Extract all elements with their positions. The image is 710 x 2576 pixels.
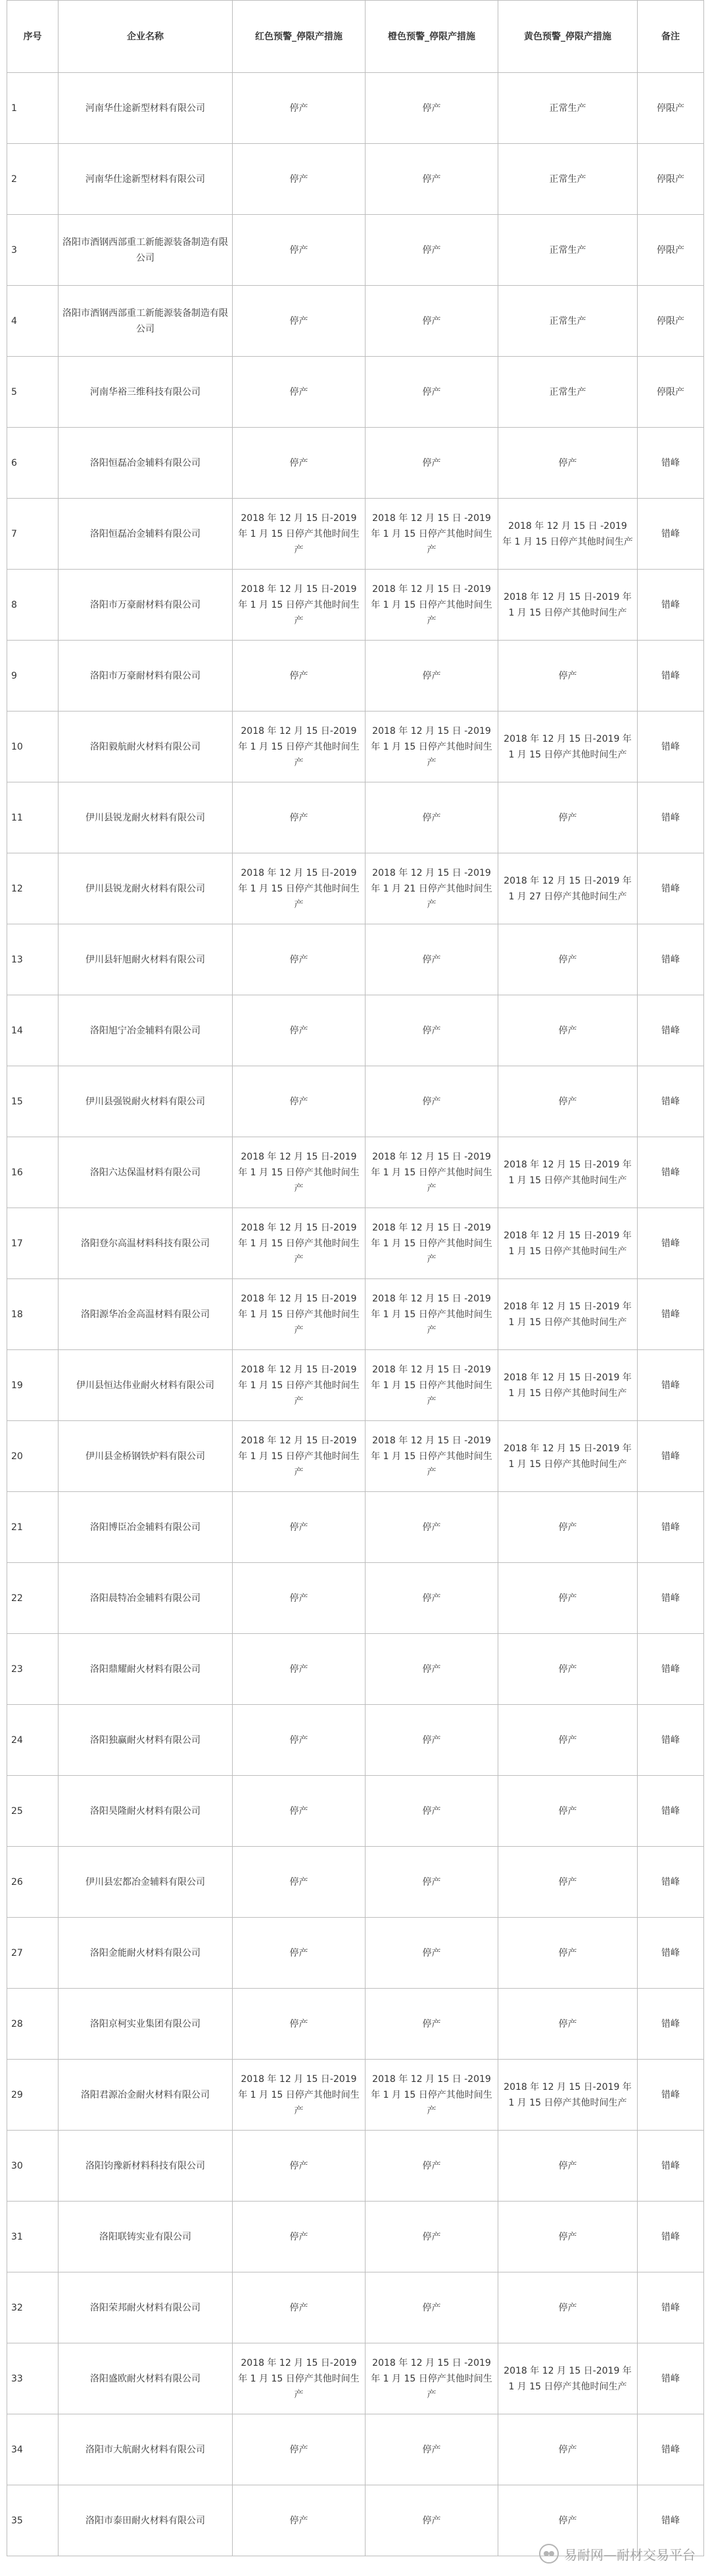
cell-red-alert: 停产: [233, 2485, 366, 2556]
table-row: [7, 2202, 704, 2272]
cell-yellow-alert: 2018 年 12 月 15 日-2019 年 1 月 15 日停产其他时间生产: [498, 712, 638, 782]
cell-orange-alert: 停产: [366, 1634, 498, 1705]
cell-no: 27: [7, 1918, 59, 1989]
cell-red-alert: 停产: [233, 428, 366, 499]
header-red-alert: 红色预警_停限产措施: [233, 1, 366, 73]
cell-orange-alert: 2018 年 12 月 15 日 -2019 年 1 月 15 日停产其他时间生产: [366, 2343, 498, 2414]
cell-no: 33: [7, 2343, 59, 2414]
cell-orange-alert: 停产: [366, 215, 498, 286]
cell-company: 洛阳恒磊冶金辅料有限公司: [59, 499, 233, 570]
cell-no: 26: [7, 1847, 59, 1918]
cell-red-alert: 停产: [233, 641, 366, 712]
table-row: [7, 1847, 704, 1918]
cell-note: 停限产: [638, 144, 704, 215]
cell-orange-alert: 2018 年 12 月 15 日 -2019 年 1 月 15 日停产其他时间生产: [366, 499, 498, 570]
cell-no: 22: [7, 1563, 59, 1634]
cell-red-alert: 停产: [233, 1634, 366, 1705]
cell-orange-alert: 2018 年 12 月 15 日 -2019 年 1 月 15 日停产其他时间生产: [366, 1279, 498, 1350]
cell-red-alert: 停产: [233, 924, 366, 995]
cell-yellow-alert: 停产: [498, 782, 638, 853]
cell-orange-alert: 停产: [366, 2202, 498, 2272]
cell-note: 停限产: [638, 286, 704, 357]
cell-orange-alert: 停产: [366, 1847, 498, 1918]
cell-red-alert: 2018 年 12 月 15 日-2019 年 1 月 15 日停产其他时间生产: [233, 1137, 366, 1208]
table-row: [7, 73, 704, 144]
cell-note: 错峰: [638, 1279, 704, 1350]
table-row: [7, 570, 704, 641]
cell-company: 河南华仕途新型材料有限公司: [59, 73, 233, 144]
cell-yellow-alert: 2018 年 12 月 15 日-2019 年 1 月 27 日停产其他时间生产: [498, 853, 638, 924]
cell-red-alert: 停产: [233, 215, 366, 286]
cell-red-alert: 停产: [233, 1066, 366, 1137]
cell-red-alert: 停产: [233, 1705, 366, 1776]
table-row: [7, 2131, 704, 2202]
cell-no: 1: [7, 73, 59, 144]
table-row: [7, 995, 704, 1066]
cell-red-alert: 停产: [233, 1776, 366, 1847]
cell-note: 错峰: [638, 1421, 704, 1492]
cell-orange-alert: 停产: [366, 144, 498, 215]
cell-red-alert: 2018 年 12 月 15 日-2019 年 1 月 15 日停产其他时间生产: [233, 1421, 366, 1492]
cell-no: 11: [7, 782, 59, 853]
cell-red-alert: 停产: [233, 995, 366, 1066]
table-row: [7, 2414, 704, 2485]
table-row: [7, 1350, 704, 1421]
cell-note: 错峰: [638, 853, 704, 924]
cell-yellow-alert: 2018 年 12 月 15 日-2019 年 1 月 15 日停产其他时间生产: [498, 1350, 638, 1421]
cell-company: 洛阳毅航耐火材料有限公司: [59, 712, 233, 782]
cell-company: 洛阳钧豫新材料科技有限公司: [59, 2131, 233, 2202]
header-orange-alert: 橙色预警_停限产措施: [366, 1, 498, 73]
cell-yellow-alert: 停产: [498, 1989, 638, 2060]
cell-company: 河南华仕途新型材料有限公司: [59, 144, 233, 215]
cell-company: 洛阳金能耐火材料有限公司: [59, 1918, 233, 1989]
cell-no: 19: [7, 1350, 59, 1421]
cell-yellow-alert: 停产: [498, 1066, 638, 1137]
cell-note: 停限产: [638, 73, 704, 144]
cell-no: 15: [7, 1066, 59, 1137]
header-company: 企业名称: [59, 1, 233, 73]
cell-yellow-alert: 停产: [498, 2272, 638, 2343]
cell-company: 洛阳市大航耐火材料有限公司: [59, 2414, 233, 2485]
cell-no: 29: [7, 2060, 59, 2131]
cell-yellow-alert: 正常生产: [498, 286, 638, 357]
table-row: [7, 1421, 704, 1492]
cell-red-alert: 停产: [233, 144, 366, 215]
cell-orange-alert: 停产: [366, 1776, 498, 1847]
cell-red-alert: 2018 年 12 月 15 日-2019 年 1 月 15 日停产其他时间生产: [233, 570, 366, 641]
cell-no: 5: [7, 357, 59, 428]
cell-yellow-alert: 停产: [498, 641, 638, 712]
table-row: [7, 499, 704, 570]
cell-note: 错峰: [638, 2485, 704, 2556]
cell-company: 洛阳昊隆耐火材料有限公司: [59, 1776, 233, 1847]
cell-red-alert: 停产: [233, 1563, 366, 1634]
cell-yellow-alert: 正常生产: [498, 144, 638, 215]
cell-note: 错峰: [638, 995, 704, 1066]
cell-company: 洛阳市酒钢西部重工新能源装备制造有限公司: [59, 286, 233, 357]
cell-yellow-alert: 停产: [498, 1705, 638, 1776]
cell-no: 32: [7, 2272, 59, 2343]
cell-note: 错峰: [638, 1847, 704, 1918]
cell-orange-alert: 2018 年 12 月 15 日 -2019 年 1 月 15 日停产其他时间生产: [366, 1208, 498, 1279]
cell-yellow-alert: 停产: [498, 1776, 638, 1847]
cell-orange-alert: 2018 年 12 月 15 日 -2019 年 1 月 21 日停产其他时间生产: [366, 853, 498, 924]
cell-no: 14: [7, 995, 59, 1066]
table-body: [7, 73, 704, 2556]
cell-orange-alert: 2018 年 12 月 15 日 -2019 年 1 月 15 日停产其他时间生产: [366, 570, 498, 641]
table-row: [7, 1705, 704, 1776]
cell-orange-alert: 停产: [366, 73, 498, 144]
cell-note: 错峰: [638, 1066, 704, 1137]
cell-orange-alert: 停产: [366, 1066, 498, 1137]
cell-company: 洛阳恒磊冶金辅料有限公司: [59, 428, 233, 499]
cell-company: 洛阳联铸实业有限公司: [59, 2202, 233, 2272]
cell-no: 24: [7, 1705, 59, 1776]
cell-no: 4: [7, 286, 59, 357]
cell-orange-alert: 停产: [366, 1563, 498, 1634]
cell-company: 洛阳旭宁冶金辅料有限公司: [59, 995, 233, 1066]
cell-yellow-alert: 停产: [498, 995, 638, 1066]
cell-company: 洛阳独赢耐火材料有限公司: [59, 1705, 233, 1776]
table-row: [7, 2060, 704, 2131]
cell-orange-alert: 停产: [366, 357, 498, 428]
cell-red-alert: 停产: [233, 1847, 366, 1918]
table-row: [7, 215, 704, 286]
cell-company: 洛阳六达保温材料有限公司: [59, 1137, 233, 1208]
cell-yellow-alert: 2018 年 12 月 15 日-2019 年 1 月 15 日停产其他时间生产: [498, 1137, 638, 1208]
table-row: [7, 1208, 704, 1279]
cell-company: 伊川县锐龙耐火材料有限公司: [59, 853, 233, 924]
cell-orange-alert: 停产: [366, 2131, 498, 2202]
cell-orange-alert: 停产: [366, 1989, 498, 2060]
table-row: [7, 144, 704, 215]
cell-yellow-alert: 2018 年 12 月 15 日 -2019 年 1 月 15 日停产其他时间生产: [498, 499, 638, 570]
cell-yellow-alert: 2018 年 12 月 15 日-2019 年 1 月 15 日停产其他时间生产: [498, 1279, 638, 1350]
cell-yellow-alert: 停产: [498, 1918, 638, 1989]
header-no: 序号: [7, 1, 59, 73]
cell-no: 34: [7, 2414, 59, 2485]
cell-no: 30: [7, 2131, 59, 2202]
cell-red-alert: 停产: [233, 2131, 366, 2202]
cell-yellow-alert: 停产: [498, 2485, 638, 2556]
cell-red-alert: 2018 年 12 月 15 日-2019 年 1 月 15 日停产其他时间生产: [233, 1350, 366, 1421]
cell-note: 错峰: [638, 2131, 704, 2202]
table-row: [7, 286, 704, 357]
cell-red-alert: 停产: [233, 1989, 366, 2060]
cell-red-alert: 2018 年 12 月 15 日-2019 年 1 月 15 日停产其他时间生产: [233, 499, 366, 570]
cell-no: 16: [7, 1137, 59, 1208]
cell-red-alert: 停产: [233, 782, 366, 853]
cell-note: 错峰: [638, 1137, 704, 1208]
table-row: [7, 1634, 704, 1705]
table-row: [7, 924, 704, 995]
table-row: [7, 1279, 704, 1350]
cell-red-alert: 停产: [233, 2272, 366, 2343]
cell-note: 错峰: [638, 2060, 704, 2131]
cell-no: 23: [7, 1634, 59, 1705]
cell-no: 35: [7, 2485, 59, 2556]
cell-note: 错峰: [638, 924, 704, 995]
cell-yellow-alert: 停产: [498, 924, 638, 995]
cell-red-alert: 停产: [233, 357, 366, 428]
cell-red-alert: 2018 年 12 月 15 日-2019 年 1 月 15 日停产其他时间生产: [233, 2343, 366, 2414]
cell-no: 31: [7, 2202, 59, 2272]
cell-no: 7: [7, 499, 59, 570]
cell-note: 错峰: [638, 499, 704, 570]
cell-company: 洛阳京柯实业集团有限公司: [59, 1989, 233, 2060]
cell-orange-alert: 停产: [366, 2485, 498, 2556]
cell-note: 错峰: [638, 2343, 704, 2414]
cell-yellow-alert: 停产: [498, 1492, 638, 1563]
cell-note: 错峰: [638, 641, 704, 712]
cell-company: 伊川县宏都冶金辅料有限公司: [59, 1847, 233, 1918]
cell-note: 错峰: [638, 1705, 704, 1776]
cell-company: 洛阳君源冶金耐火材料有限公司: [59, 2060, 233, 2131]
cell-note: 错峰: [638, 1918, 704, 1989]
cell-orange-alert: 停产: [366, 641, 498, 712]
table-row: [7, 782, 704, 853]
cell-note: 停限产: [638, 357, 704, 428]
table-row: [7, 853, 704, 924]
cell-company: 洛阳博臣冶金辅料有限公司: [59, 1492, 233, 1563]
cell-yellow-alert: 停产: [498, 1563, 638, 1634]
cell-no: 3: [7, 215, 59, 286]
cell-note: 错峰: [638, 1634, 704, 1705]
cell-no: 10: [7, 712, 59, 782]
cell-yellow-alert: 停产: [498, 2202, 638, 2272]
cell-company: 洛阳登尔高温材料科技有限公司: [59, 1208, 233, 1279]
cell-company: 伊川县强锐耐火材料有限公司: [59, 1066, 233, 1137]
table-row: [7, 428, 704, 499]
header-yellow-alert: 黄色预警_停限产措施: [498, 1, 638, 73]
cell-company: 洛阳鼎耀耐火材料有限公司: [59, 1634, 233, 1705]
watermark-text: 易耐网—耐材交易平台: [564, 2546, 696, 2563]
cell-company: 洛阳晨特冶金辅料有限公司: [59, 1563, 233, 1634]
cell-red-alert: 停产: [233, 2414, 366, 2485]
cell-orange-alert: 2018 年 12 月 15 日 -2019 年 1 月 15 日停产其他时间生产: [366, 1350, 498, 1421]
cell-yellow-alert: 正常生产: [498, 73, 638, 144]
cell-yellow-alert: 2018 年 12 月 15 日-2019 年 1 月 15 日停产其他时间生产: [498, 570, 638, 641]
wechat-icon: [539, 2544, 559, 2564]
cell-company: 伊川县锐龙耐火材料有限公司: [59, 782, 233, 853]
cell-no: 9: [7, 641, 59, 712]
cell-no: 12: [7, 853, 59, 924]
cell-company: 伊川县恒达伟业耐火材料有限公司: [59, 1350, 233, 1421]
cell-yellow-alert: 2018 年 12 月 15 日-2019 年 1 月 15 日停产其他时间生产: [498, 1421, 638, 1492]
cell-no: 17: [7, 1208, 59, 1279]
cell-company: 洛阳市万豪耐材料有限公司: [59, 570, 233, 641]
table-row: [7, 1989, 704, 2060]
cell-note: 错峰: [638, 1989, 704, 2060]
cell-red-alert: 2018 年 12 月 15 日-2019 年 1 月 15 日停产其他时间生产: [233, 853, 366, 924]
table-row: [7, 1563, 704, 1634]
table-row: [7, 1492, 704, 1563]
cell-orange-alert: 停产: [366, 2414, 498, 2485]
cell-yellow-alert: 停产: [498, 2414, 638, 2485]
cell-company: 洛阳盛欧耐火材料有限公司: [59, 2343, 233, 2414]
cell-note: 错峰: [638, 1776, 704, 1847]
table-row: [7, 1776, 704, 1847]
cell-company: 洛阳市泰田耐火材料有限公司: [59, 2485, 233, 2556]
cell-company: 洛阳源华冶金高温材料有限公司: [59, 1279, 233, 1350]
cell-note: 错峰: [638, 2272, 704, 2343]
table-row: [7, 357, 704, 428]
watermark: [539, 2542, 696, 2565]
cell-orange-alert: 2018 年 12 月 15 日 -2019 年 1 月 15 日停产其他时间生产: [366, 712, 498, 782]
cell-orange-alert: 停产: [366, 2272, 498, 2343]
cell-orange-alert: 2018 年 12 月 15 日 -2019 年 1 月 15 日停产其他时间生产: [366, 2060, 498, 2131]
cell-no: 2: [7, 144, 59, 215]
cell-company: 伊川县金桥钢铁炉料有限公司: [59, 1421, 233, 1492]
cell-no: 28: [7, 1989, 59, 2060]
table-row: [7, 2343, 704, 2414]
cell-red-alert: 停产: [233, 286, 366, 357]
cell-orange-alert: 停产: [366, 1918, 498, 1989]
cell-company: 洛阳荣邦耐火材料有限公司: [59, 2272, 233, 2343]
table-row: [7, 1066, 704, 1137]
cell-note: 错峰: [638, 782, 704, 853]
cell-yellow-alert: 2018 年 12 月 15 日-2019 年 1 月 15 日停产其他时间生产: [498, 2060, 638, 2131]
cell-red-alert: 停产: [233, 73, 366, 144]
cell-no: 6: [7, 428, 59, 499]
cell-note: 错峰: [638, 570, 704, 641]
cell-company: 伊川县轩旭耐火材料有限公司: [59, 924, 233, 995]
cell-red-alert: 停产: [233, 1492, 366, 1563]
cell-orange-alert: 停产: [366, 995, 498, 1066]
table-row: [7, 2272, 704, 2343]
cell-no: 20: [7, 1421, 59, 1492]
cell-orange-alert: 2018 年 12 月 15 日 -2019 年 1 月 15 日停产其他时间生产: [366, 1421, 498, 1492]
cell-red-alert: 停产: [233, 2202, 366, 2272]
cell-no: 8: [7, 570, 59, 641]
cell-yellow-alert: 2018 年 12 月 15 日-2019 年 1 月 15 日停产其他时间生产: [498, 1208, 638, 1279]
cell-yellow-alert: 停产: [498, 1847, 638, 1918]
cell-red-alert: 2018 年 12 月 15 日-2019 年 1 月 15 日停产其他时间生产: [233, 1208, 366, 1279]
cell-orange-alert: 停产: [366, 924, 498, 995]
table-row: [7, 1137, 704, 1208]
cell-red-alert: 2018 年 12 月 15 日-2019 年 1 月 15 日停产其他时间生产: [233, 1279, 366, 1350]
cell-no: 25: [7, 1776, 59, 1847]
cell-yellow-alert: 停产: [498, 1634, 638, 1705]
cell-yellow-alert: 2018 年 12 月 15 日-2019 年 1 月 15 日停产其他时间生产: [498, 2343, 638, 2414]
cell-orange-alert: 停产: [366, 286, 498, 357]
cell-note: 错峰: [638, 428, 704, 499]
cell-no: 13: [7, 924, 59, 995]
production-restriction-table: [7, 0, 704, 2556]
cell-orange-alert: 2018 年 12 月 15 日 -2019 年 1 月 15 日停产其他时间生产: [366, 1137, 498, 1208]
cell-red-alert: 2018 年 12 月 15 日-2019 年 1 月 15 日停产其他时间生产: [233, 2060, 366, 2131]
cell-yellow-alert: 正常生产: [498, 357, 638, 428]
cell-note: 错峰: [638, 2202, 704, 2272]
cell-orange-alert: 停产: [366, 1492, 498, 1563]
cell-company: 河南华裕三维科技有限公司: [59, 357, 233, 428]
cell-company: 洛阳市万豪耐材料有限公司: [59, 641, 233, 712]
cell-no: 18: [7, 1279, 59, 1350]
cell-orange-alert: 停产: [366, 428, 498, 499]
table-header-row: [7, 1, 704, 73]
cell-orange-alert: 停产: [366, 1705, 498, 1776]
cell-note: 错峰: [638, 1208, 704, 1279]
cell-note: 错峰: [638, 1492, 704, 1563]
cell-note: 错峰: [638, 1563, 704, 1634]
header-note: 备注: [638, 1, 704, 73]
cell-red-alert: 2018 年 12 月 15 日-2019 年 1 月 15 日停产其他时间生产: [233, 712, 366, 782]
cell-red-alert: 停产: [233, 1918, 366, 1989]
cell-company: 洛阳市酒钢西部重工新能源装备制造有限公司: [59, 215, 233, 286]
cell-note: 错峰: [638, 2414, 704, 2485]
table-row: [7, 712, 704, 782]
table-row: [7, 641, 704, 712]
cell-orange-alert: 停产: [366, 782, 498, 853]
cell-yellow-alert: 正常生产: [498, 215, 638, 286]
cell-yellow-alert: 停产: [498, 428, 638, 499]
cell-note: 错峰: [638, 712, 704, 782]
cell-note: 错峰: [638, 1350, 704, 1421]
cell-note: 停限产: [638, 215, 704, 286]
cell-no: 21: [7, 1492, 59, 1563]
cell-yellow-alert: 停产: [498, 2131, 638, 2202]
table-row: [7, 1918, 704, 1989]
